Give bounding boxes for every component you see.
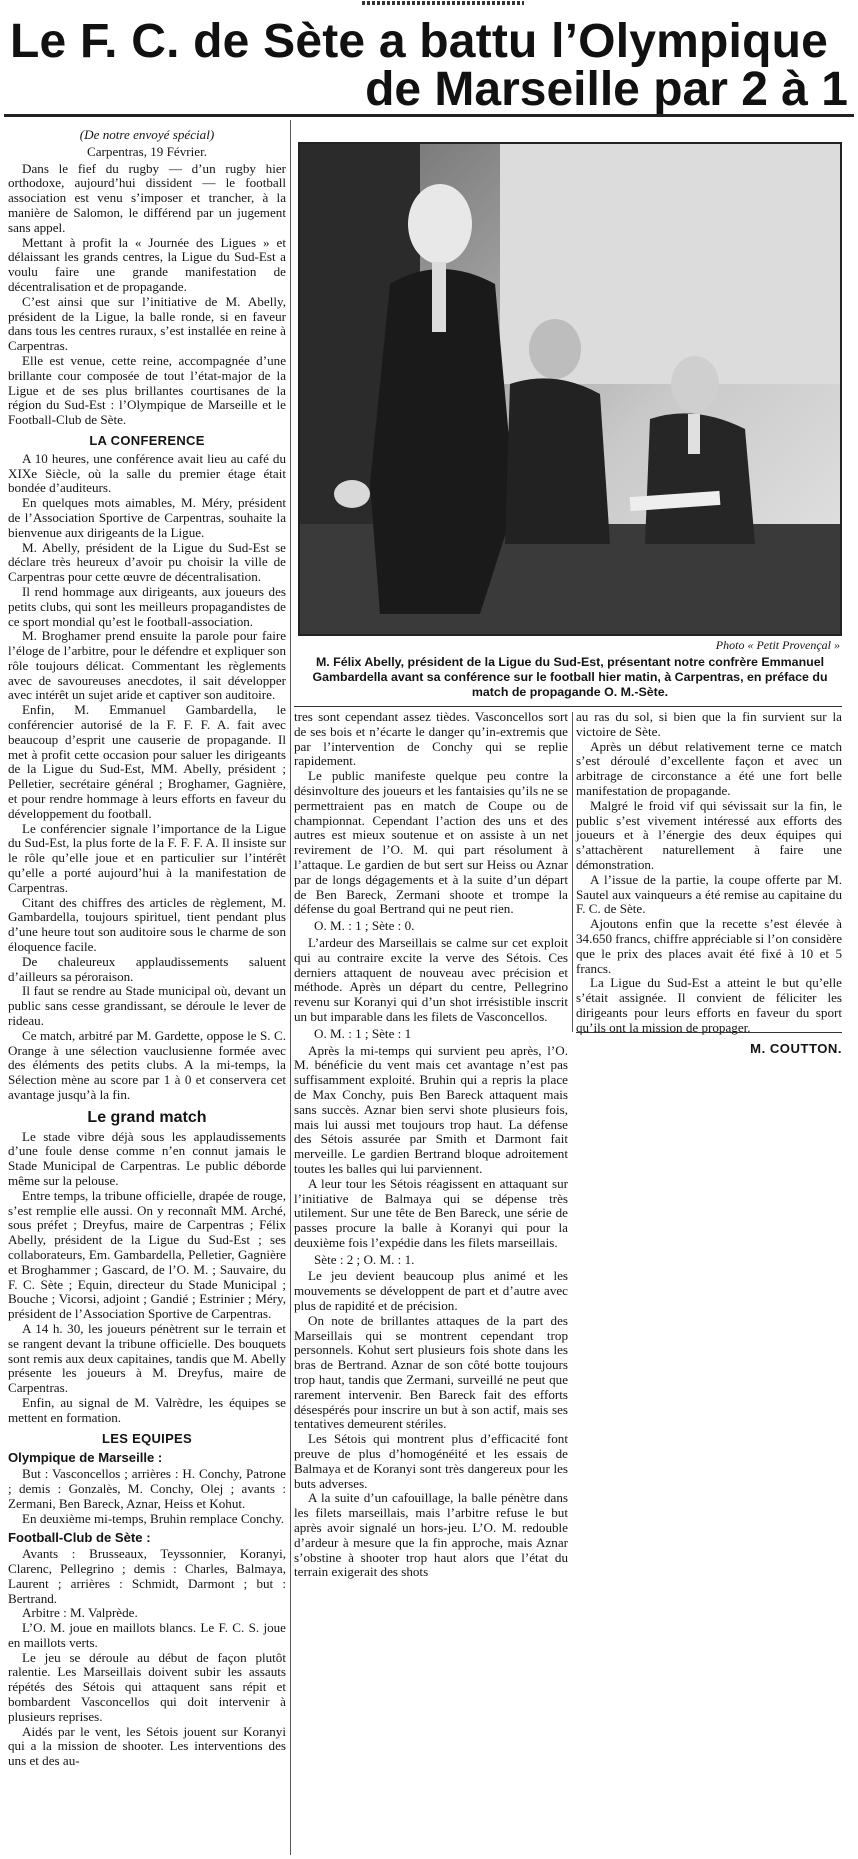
column-3-end-rule <box>576 1032 842 1033</box>
section-title-grand-match: Le grand match <box>87 1108 207 1126</box>
score-line: O. M. : 1 ; Sète : 0. <box>314 918 415 934</box>
photo-credit: Photo « Petit Provençal » <box>715 638 840 652</box>
headline-rule <box>4 114 854 117</box>
match-paragraph: Après la mi-temps qui survient peu après, l’O. M. bénéficie du vent mais cet avantage n’est pas suffisamment exploité. Bruhin qui a repris la place de Max Conchy, puis Ben Bareck attaquent mais sans succès. Aznar bien servi shote plusieurs fois, mais lui aussi met toujours trop haut. La défense des Sétois assurée par Smith et Darmont fait merveille. Le gardien Bertrand bloque adroitement toutes les balles qui lui parviennent. <box>294 1042 568 1176</box>
lineup-note: En deuxième mi-temps, Bruhin remplace Conchy. <box>22 1510 285 1526</box>
conference-paragraph: Il faut se rendre au Stade municipal où, devant un public sans cesse grandissant, se déroule le lever de rideau. <box>8 983 286 1029</box>
grand-match-paragraph: Le stade vibre déjà sous les applaudissements d’une foule dense comme n’en connut jamais le Stade Municipal de Carpentras. Le public déborde même sur la pelouse. <box>8 1128 286 1188</box>
match-paragraph: tres sont cependant assez tièdes. Vasconcellos sort de ses bois et n’écarte le danger qu’in-extremis que par l’intervention de Conchy qui se replie rapidement. <box>294 709 568 769</box>
byline: (De notre envoyé spécial) <box>79 127 215 142</box>
match-paragraph: L’ardeur des Marseillais se calme sur cet exploit qui au contraire excite la verve des Sétois. Ces derniers attaquent de nouveau avec précision et méthode. Après un départ du centre, Pellegrino revenu sur Koranyi qui d’un shot irrésistible inscrit un but imparable dans les filets de Vasconcellos. <box>294 934 568 1024</box>
column-divider-1 <box>290 120 291 1855</box>
intro-paragraph: Mettant à profit la « Journée des Ligues » et délaissant les grands centres, la Ligue du Sud-Est a voulu faire une grande manifestation de décentralisation et de propagande. <box>8 234 286 294</box>
section-title-conference: LA CONFERENCE <box>89 432 205 448</box>
photo-image <box>300 144 840 634</box>
score-line: O. M. : 1 ; Sète : 1 <box>314 1025 412 1041</box>
lineup-om: But : Vasconcellos ; arrières : H. Conchy, Patrone ; demis : Gonzalès, M. Conchy, Olej ; avants : Zermani, Ben Bareck, Aznar, Heiss et Kohut. <box>8 1466 286 1511</box>
caption-rule <box>294 706 842 707</box>
top-ornament <box>362 1 524 5</box>
conference-paragraph: De chaleureux applaudissements saluent d’ailleurs sa péroraison. <box>8 953 286 984</box>
conference-paragraph: M. Abelly, président de la Ligue du Sud-Est se déclare très heureux d’avoir pu choisir la ville de Carpentras pour cette œuvre de décentralisation. <box>8 539 286 585</box>
conference-paragraph: En quelques mots aimables, M. Méry, président de l’Association Sportive de Carpentras, souhaite la bienvenue aux dirigeants de la Ligue. <box>8 495 286 540</box>
conference-paragraph: Citant des chiffres des articles de règlement, M. Gambardella, toujours spirituel, tient pendant plus d’une heure tout son auditoire sous le charme de son éloquence facile. <box>8 894 286 955</box>
match-paragraph: Le public manifeste quelque peu contre la désinvolture des joueurs et les fantaisies qu’ils ne se permettraient pas en match de Coupe ou de championnat. Cependant l’action des uns et des autres est mieux soutenue et on assiste à un net revirement de l’O. M. qui part résolument à l’attaque. Le gardien de but sert sur Heiss ou Aznar par de longs dégagements et à la suite d’un départ de Ben Bareck, Zermani shoote et trompe la défense du goal Bertrand qui ne peut rien. <box>294 768 568 917</box>
match-paragraph: Les Sétois qui montrent plus d’efficacité font preuve de plus d’homogénéité et les essais de Balmaya et de Koranyi sont très dangereux pour les buts adverses. <box>294 1431 568 1491</box>
conference-paragraph: Enfin, M. Emmanuel Gambardella, le conférencier autorisé de la F. F. F. A. fait avec beaucoup d’esprit une causerie de propagande. Il met à profit cette occasion pour saluer les dirigeants de la Ligue du Sud-Est, MM. Abelly, président ; Pelletier, secrétaire général ; Broghamer, Gagnière, et pour rendre hommage à leurs efforts en faveur du développement du football. <box>8 702 286 821</box>
section-title-equipes: LES EQUIPES <box>102 1430 192 1446</box>
conference-paragraph: A 10 heures, une conférence avait lieu au café du XIXe Siècle, où la salle du premier étage était bondée d’auditeurs. <box>8 450 286 496</box>
column-3 <box>576 709 842 1056</box>
column-2 <box>294 710 568 1670</box>
match-paragraph: La Ligue du Sud-Est a atteint le but qu’elle s’était assignée. Il convient de féliciter les dirigeants pour leurs efforts en faveur du sport qu’ils ont la mission de propager. <box>576 975 842 1035</box>
team-name-om: Olympique de Marseille : <box>8 1450 163 1466</box>
score-line: Sète : 2 ; O. M. : 1. <box>314 1251 415 1267</box>
lineup-sete: Avants : Brusseaux, Teyssonnier, Koranyi, Clarenc, Pellegrino ; demis : Charles, Balmaya, Laurent ; arrières : Schmidt, Darmont ; but : Bertrand. <box>8 1546 286 1606</box>
intro-paragraph: Elle est venue, cette reine, accompagnée d’une brillante cour composée de tout l’état-major de la Ligue et de ses plus brillantes courtisanes de la région du Sud-Est : l’Olympique de Marseille et le Football-Club de Sète. <box>8 352 286 428</box>
intro-paragraph: Dans le fief du rugby — d’un rugby hier orthodoxe, aujourd’hui dissident — le football association est venu s’imposer et trancher, à la manière de Salomon, le différend par un jugement sans appel. <box>8 160 286 235</box>
dateline: Carpentras, 19 Février. <box>87 143 207 159</box>
column-divider-2 <box>572 712 573 1032</box>
grand-match-paragraph: A 14 h. 30, les joueurs pénètrent sur le terrain et se rangent devant la tribune officielle. Des bouquets sont remis aux deux capitaines, tandis que M. Abelly présente les joueurs à M. Dreyfus, maire de Carpentras. <box>8 1320 286 1396</box>
match-paragraph: A l’issue de la partie, la coupe offerte par M. Sautel aux vainqueurs a été remise au capitaine du F. C. de Sète. <box>576 871 842 917</box>
match-paragraph: On note de brillantes attaques de la part des Marseillais qui se montrent cependant trop personnels. Kohut sert plusieurs fois shote dans les bras de Bertrand. Aznar de son côté botte toujours trop haut, tandis que Zermani, surveillé ne peut que rarement intervenir. Ben Bareck fait des efforts désespérés pour inscrire un but à son actif, mais ses tentatives demeurent stériles. <box>294 1312 568 1432</box>
conference-paragraph: M. Broghamer prend ensuite la parole pour faire l’éloge de l’arbitre, pour le défendre et expliquer son rôle toujours délicat. Commentant les règlements avec de savoureuses anecdotes, il sait développer avec intérêt un sujet aride et captiver son auditoire. <box>8 628 286 703</box>
match-paragraph: Malgré le froid vif qui sévissait sur la fin, le public s’est vivement intéressé aux efforts des joueurs et à l’énergie des deux équipes qui s’attachèrent naturellement à faire une démonstration. <box>576 797 842 872</box>
headline-line-1: Le F. C. de Sète a battu l’Olympique <box>10 15 829 68</box>
conference-paragraph: Il rend hommage aux dirigeants, aux joueurs des petits clubs, qui sont les meilleurs propagandistes de ce sport mondial qu’est le football-association. <box>8 583 286 629</box>
match-paragraph: Ajoutons enfin que la recette s’est élevée à 34.650 francs, chiffre appréciable si l’on considère que le prix des places avait été fixé à 10 et 5 francs. <box>576 916 842 976</box>
photo <box>298 142 842 636</box>
conference-paragraph: Le conférencier signale l’importance de la Ligue du Sud-Est, la plus forte de la F. F. F. A. Il insiste sur le rôle qu’elle joue et en particulier sur l’intérêt qu’elle a porté aujourd’hui à la manifestation de Carpentras. <box>8 820 286 895</box>
photo-caption: M. Félix Abelly, président de la Ligue du Sud-Est, présentant notre confrère Emmanuel Gambardella avant sa conférence sur le football hier matin, à Carpentras, en préface du match de propagande O. M.-Sète. <box>312 655 828 699</box>
conference-paragraph: Ce match, arbitré par M. Gardette, oppose le S. C. Orange à une sélection vauclusienne formée avec des éléments des petits clubs. A la mi-temps, la Sélection mène au score par 1 à 0 et conservera cet avantage jusqu’à la fin. <box>8 1027 286 1102</box>
grand-match-paragraph: Enfin, au signal de M. Valrèdre, les équipes se mettent en formation. <box>8 1394 286 1425</box>
match-paragraph: A la suite d’un cafouillage, la balle pénètre dans les filets marseillais, mais l’arbitre refuse le but après avoir signalé un hors-jeu. L’O. M. redouble d’ardeur à mesure que la fin approche, mais Aznar s’obstine à shooter trop haut alors que l’état du terrain exigerait des shots <box>294 1490 568 1580</box>
match-paragraph: Le jeu devient beaucoup plus animé et les mouvements se développent de part et d’autre avec plus de rapidité et de précision. <box>294 1268 568 1314</box>
match-paragraph: Aidés par le vent, les Sétois jouent sur Koranyi qui a la mission de shooter. Les interventions des uns et des au- <box>8 1723 286 1769</box>
author-signature: M. COUTTON. <box>750 1040 842 1056</box>
referee: Arbitre : M. Valprède. <box>22 1605 138 1621</box>
column-1 <box>8 124 286 1854</box>
team-name-sete: Football-Club de Sète : <box>8 1530 151 1546</box>
match-paragraph: Après un début relativement terne ce match s’est déroulé d’excellente façon et avec un arbitrage de circonstance a été une fort belle manifestation de propagande. <box>576 738 842 798</box>
intro-paragraph: C’est ainsi que sur l’initiative de M. Abelly, président de la Ligue, la balle ronde, si en faveur dans tous les centres ruraux, s’est installée en reine à Carpentras. <box>8 293 286 354</box>
match-paragraph: au ras du sol, si bien que la fin survient sur la victoire de Sète. <box>576 709 842 739</box>
grand-match-paragraph: Entre temps, la tribune officielle, drapée de rouge, s’est remplie elle aussi. On y reconnaît MM. Arché, sous préfet ; Dreyfus, maire de Carpentras ; Félix Abelly, président de la Ligue du Sud-Est ; ses collaborateurs, Em. Gambardella, Pelletier, Gagnière et Broghammer ; Gascard, de l’O. M. ; Sauvaire, du F. C. Sète ; Equin, directeur du Stade Municipal ; Bouche ; Vicorsi, adjoint ; Gandié ; Estrinier ; Méry, président de l’Association Sportive de Carpentras. <box>8 1187 286 1322</box>
match-paragraph: A leur tour les Sétois réagissent en attaquant sur l’initiative de Balmaya qui se dépense très utilement. Sur une tête de Ben Bareck, une série de passes procure la balle à Koranyi qui pour la deuxième fois l’expédie dans les filets marseillais. <box>294 1175 568 1250</box>
headline-line-2: de Marseille par 2 à 1 <box>365 63 848 116</box>
jerseys: L’O. M. joue en maillots blancs. Le F. C. S. joue en maillots verts. <box>8 1620 286 1650</box>
match-paragraph: Le jeu se déroule au début de façon plutôt ralentie. Les Marseillais doivent subir les assauts répétés des Sétois qui attaquent sans répit et bombardent Vasconcellos qui doit intervenir à plusieurs reprises. <box>8 1649 286 1724</box>
